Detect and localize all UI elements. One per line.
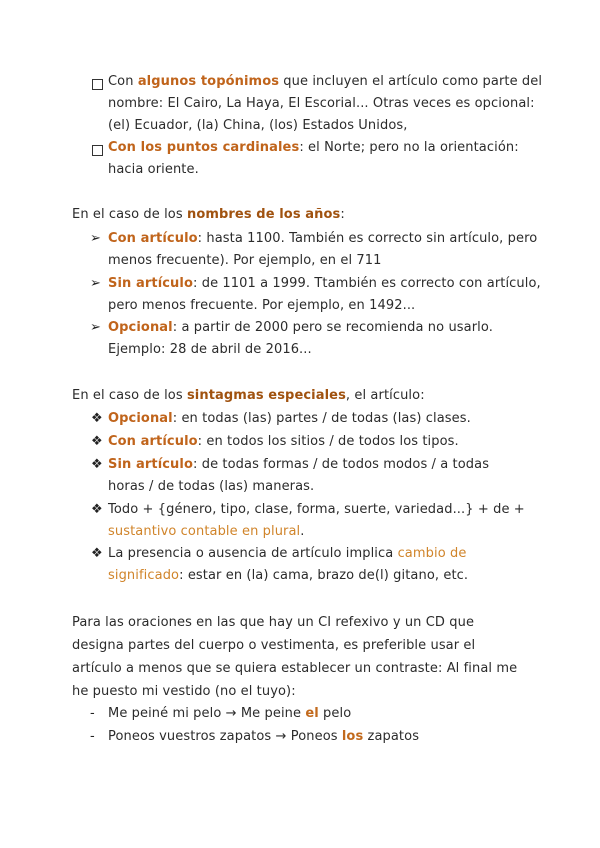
arrow-bullet-icon: ➢ — [90, 320, 101, 335]
arrow-bullet-icon: ➢ — [90, 276, 101, 291]
s3-item3-line2: horas / de todas (las) maneras. — [108, 479, 315, 494]
text: : a partir de 2000 pero se recomienda no usarlo. — [172, 320, 493, 335]
s3-item4-line2 — [108, 523, 305, 541]
s3-item4-line1 — [108, 501, 525, 519]
s1-item2-line1 — [108, 139, 519, 157]
highlight-term: nombres de los años — [186, 207, 341, 222]
s4-example2 — [108, 728, 419, 746]
text: Me peiné mi pelo → Me peine — [108, 706, 306, 721]
highlight-term: Con artículo — [108, 231, 198, 246]
text: que incluyen el artículo como parte del — [279, 74, 543, 89]
text: Con — [108, 74, 138, 89]
s2-item1-line1 — [108, 230, 537, 248]
s2-item3-line1 — [108, 319, 493, 337]
highlight-term: sintagmas especiales — [186, 388, 346, 403]
s1-item1-line2: nombre: El Cairo, La Haya, El Escorial... Otras veces es opcional: — [108, 96, 535, 111]
text: : hasta 1100. También es correcto sin artículo, pero — [197, 231, 538, 246]
text: En el caso de los — [72, 207, 187, 222]
s3-item5-line2 — [108, 567, 468, 585]
highlight-phrase: significado — [108, 568, 180, 583]
highlight-phrase: sustantivo contable en plural — [108, 524, 301, 539]
highlight-term: Sin artículo — [108, 276, 194, 291]
highlight-phrase: cambio de — [397, 546, 467, 561]
text: pelo — [318, 706, 352, 721]
s2-item2-line1 — [108, 275, 541, 293]
text: Todo + {género, tipo, clase, forma, suerte, variedad...} + de + — [108, 502, 525, 517]
text: : el Norte; pero no la orientación: — [299, 140, 519, 155]
s3-item2-line1 — [108, 433, 459, 451]
s2-intro — [72, 206, 345, 224]
text: : de todas formas / de todos modos / a todas — [193, 457, 490, 472]
s3-item5-line1 — [108, 545, 466, 563]
arrow-bullet-icon: ➢ — [90, 231, 101, 246]
diamond-bullet-icon: ❖ — [91, 502, 103, 517]
checkbox-icon — [92, 145, 103, 156]
text: En el caso de los — [72, 388, 187, 403]
dash-bullet: - — [90, 706, 95, 721]
text: . — [300, 524, 305, 539]
s4-paragraph-line1: Para las oraciones en las que hay un CI refexivo y un CD que — [72, 615, 475, 630]
checkbox-icon — [92, 79, 103, 90]
highlight-article: el — [305, 706, 319, 721]
highlight-term: Con artículo — [108, 434, 198, 449]
s2-item2-line2: pero menos frecuente. Por ejemplo, en 1492... — [108, 298, 416, 313]
diamond-bullet-icon: ❖ — [91, 434, 103, 449]
text: : — [340, 207, 345, 222]
highlight-term: Opcional — [108, 320, 173, 335]
diamond-bullet-icon: ❖ — [91, 457, 103, 472]
text: zapatos — [363, 729, 420, 744]
text: Poneos vuestros zapatos → Poneos — [108, 729, 342, 744]
s2-item1-line2: menos frecuente). Por ejemplo, en el 711 — [108, 253, 382, 268]
highlight-term: Opcional — [108, 411, 173, 426]
s3-item1-line1 — [108, 410, 471, 428]
s1-item1-line1 — [108, 73, 542, 91]
s4-paragraph-line2: designa partes del cuerpo o vestimenta, es preferible usar el — [72, 638, 476, 653]
highlight-term: Sin artículo — [108, 457, 194, 472]
s3-item3-line1 — [108, 456, 489, 474]
s4-example1 — [108, 705, 351, 723]
diamond-bullet-icon: ❖ — [91, 546, 103, 561]
highlight-article: los — [341, 729, 364, 744]
dash-bullet: - — [90, 729, 95, 744]
s1-item1-line3: (el) Ecuador, (la) China, (los) Estados Unidos, — [108, 118, 408, 133]
s2-item3-line2: Ejemplo: 28 de abril de 2016... — [108, 342, 312, 357]
highlight-term: Con los puntos cardinales — [108, 140, 300, 155]
text: : de 1101 a 1999. Ttambién es correcto con artículo, — [193, 276, 541, 291]
s4-paragraph-line3: artículo a menos que se quiera establecer un contraste: Al final me — [72, 661, 518, 676]
s1-item2-line2: hacia oriente. — [108, 162, 199, 177]
text: , el artículo: — [345, 388, 425, 403]
highlight-term: algunos topónimos — [137, 74, 280, 89]
s3-intro — [72, 387, 425, 405]
diamond-bullet-icon: ❖ — [91, 411, 103, 426]
text: : en todas (las) partes / de todas (las) clases. — [172, 411, 471, 426]
text: : en todos los sitios / de todos los tipos. — [197, 434, 459, 449]
s4-paragraph-line4: he puesto mi vestido (no el tuyo): — [72, 684, 296, 699]
text: : estar en (la) cama, brazo de(l) gitano, etc. — [179, 568, 469, 583]
text: La presencia o ausencia de artículo implica — [108, 546, 398, 561]
